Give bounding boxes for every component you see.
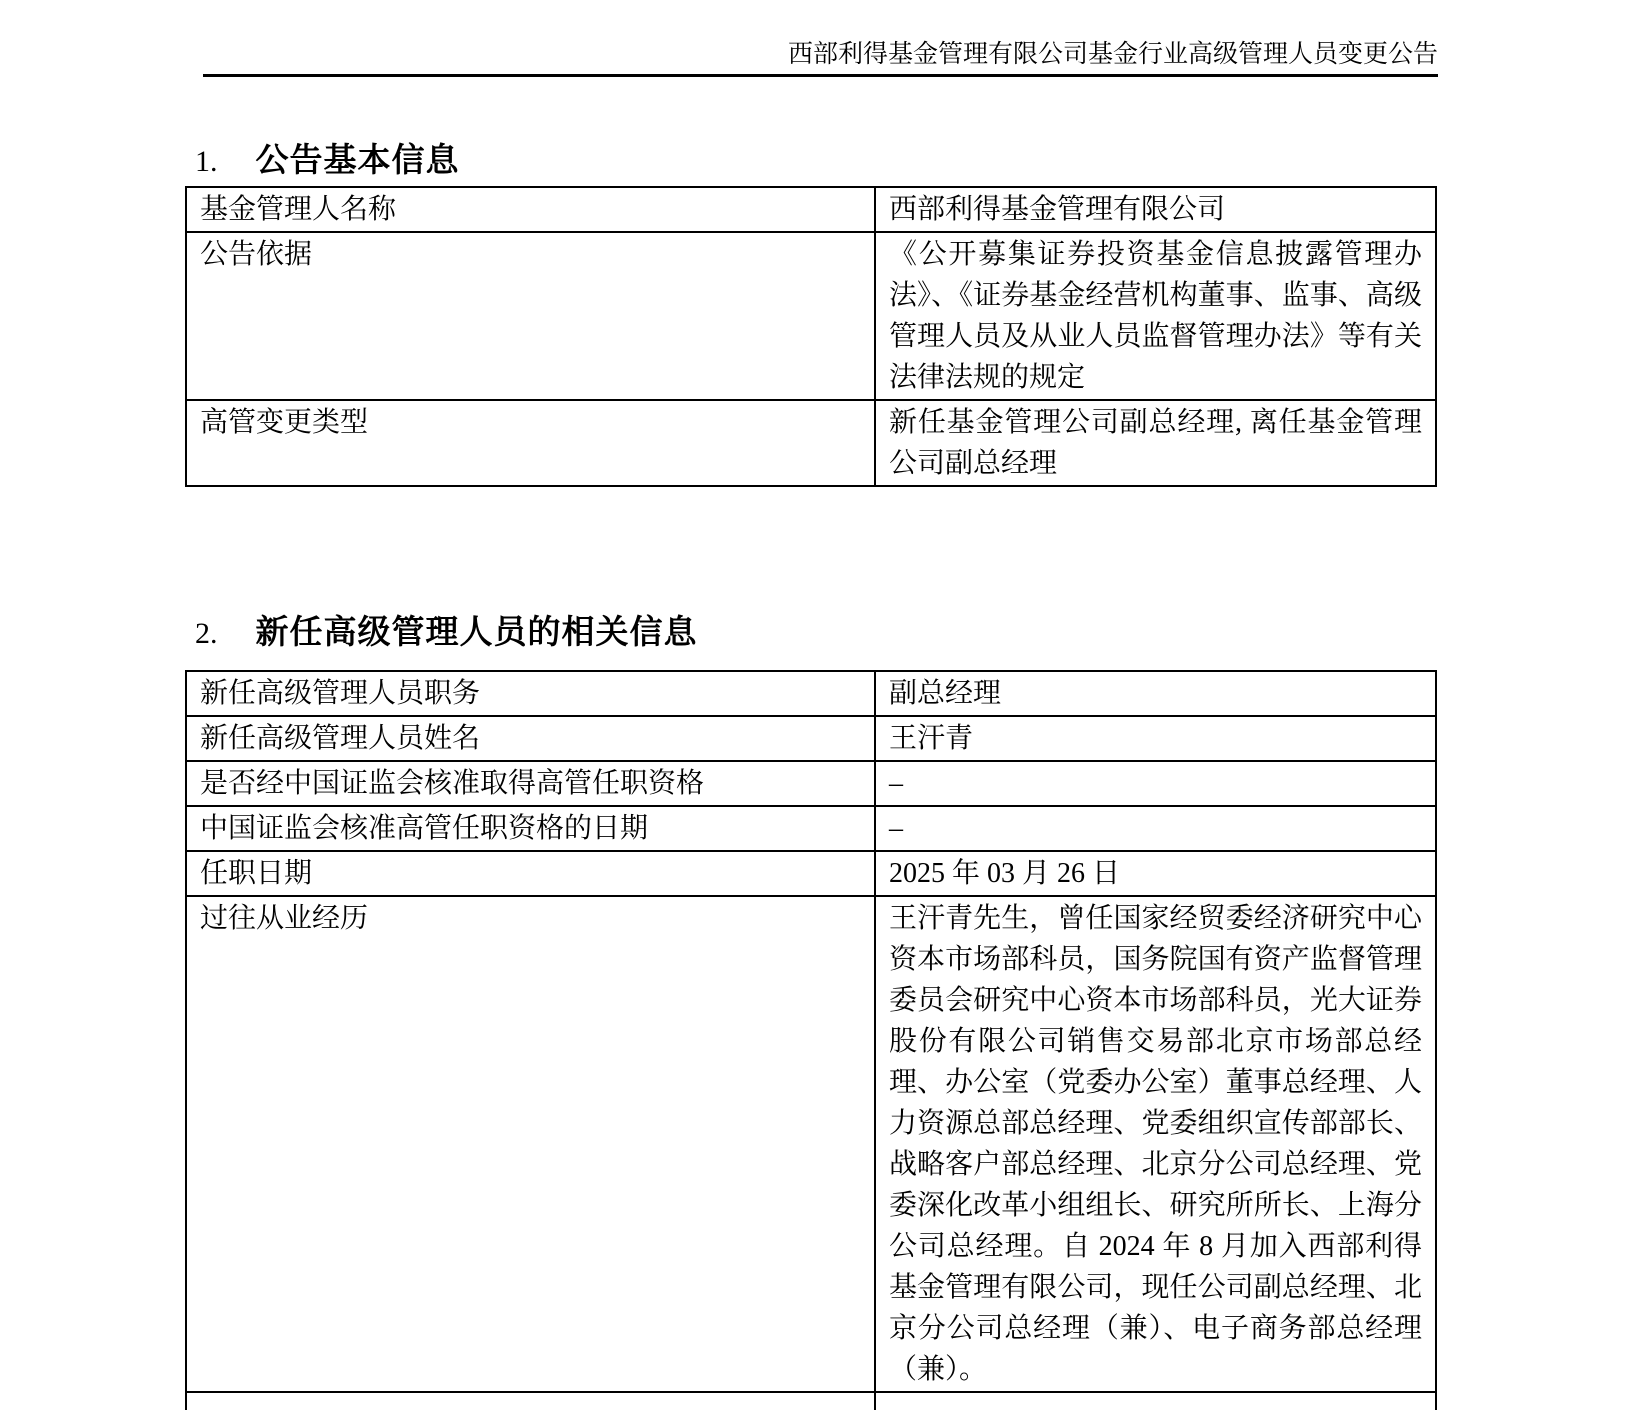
row-value: 王汗青先生，曾任国家经贸委经济研究中心资本市场部科员，国务院国有资产监督管理委员会研究中心资本市场部科员，光大证券股份有限公司销售交易部北京市场部总经理、办公室（党委办公室）董事总经理、人力资源总部总经理、党委组织宣传部部长、战略客户部总经理、北京分公司总经理、党委深化改革小组组长、研究所所长、上海分公司总经理。自 2024 年 8 月加入西部利得基金管理有限公司，现任公司副总经理、北京分公司总经理（兼）、电子商务部总经理（兼）。	[875, 896, 1436, 1392]
section1-heading	[195, 143, 1650, 180]
table-row-cutoff	[186, 1392, 1436, 1410]
table-row	[186, 761, 1436, 806]
page-header-title: 西部利得基金管理有限公司基金行业高级管理人员变更公告	[787, 41, 1438, 68]
row-label: 任职日期	[186, 851, 875, 896]
row-value	[875, 1392, 1436, 1410]
row-value: 2025 年 03 月 26 日	[875, 851, 1436, 896]
table-row	[186, 806, 1436, 851]
table-row	[186, 671, 1436, 716]
row-value: 新任基金管理公司副总经理, 离任基金管理公司副总经理	[875, 400, 1436, 486]
row-label: 过往从业经历	[186, 896, 875, 1392]
row-value: –	[875, 806, 1436, 851]
row-label: 公告依据	[186, 232, 875, 400]
row-label: 新任高级管理人员职务	[186, 671, 875, 716]
table-row	[186, 400, 1436, 486]
table-row	[186, 187, 1436, 232]
announcement-basic-info-table	[185, 186, 1437, 487]
section2-title: 新任高级管理人员的相关信息	[255, 615, 698, 651]
section2-heading	[195, 615, 1650, 652]
section1-title: 公告基本信息	[255, 143, 460, 179]
new-executive-info-table	[185, 670, 1437, 1410]
row-label	[186, 1392, 875, 1410]
table-row	[186, 851, 1436, 896]
table-row	[186, 232, 1436, 400]
row-label: 是否经中国证监会核准取得高管任职资格	[186, 761, 875, 806]
table-row	[186, 896, 1436, 1392]
section2-number: 2.	[195, 617, 218, 650]
row-value: 西部利得基金管理有限公司	[875, 187, 1436, 232]
row-value: 副总经理	[875, 671, 1436, 716]
row-label: 新任高级管理人员姓名	[186, 716, 875, 761]
page-header	[203, 40, 1438, 77]
row-label: 中国证监会核准高管任职资格的日期	[186, 806, 875, 851]
row-value: 《公开募集证券投资基金信息披露管理办法》、《证券基金经营机构董事、监事、高级管理人员及从业人员监督管理办法》等有关法律法规的规定	[875, 232, 1436, 400]
table-row	[186, 716, 1436, 761]
row-value: 王汗青	[875, 716, 1436, 761]
row-value: –	[875, 761, 1436, 806]
section1-number: 1.	[195, 145, 218, 178]
row-label: 高管变更类型	[186, 400, 875, 486]
row-label: 基金管理人名称	[186, 187, 875, 232]
